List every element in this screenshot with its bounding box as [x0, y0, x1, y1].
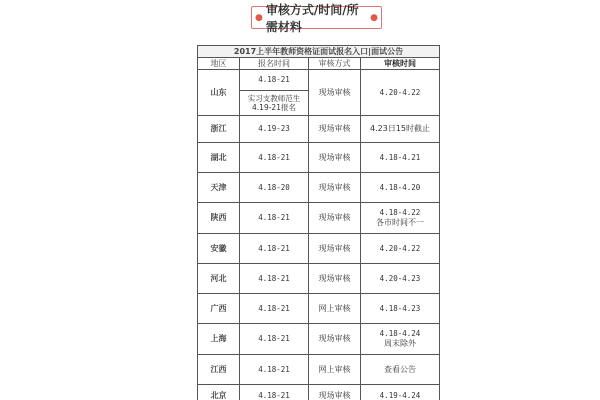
- region-cell: 浙江: [198, 116, 240, 143]
- review-time-cell: 4.19-4.24: [361, 385, 440, 400]
- region-cell: 陕西: [198, 203, 240, 234]
- table-row: [198, 70, 440, 91]
- review-method-cell: 现场审核: [309, 70, 361, 116]
- table-row: [198, 116, 440, 143]
- region-cell: 安徽: [198, 234, 240, 264]
- schedule-table: [197, 45, 440, 400]
- review-time-cell: [361, 324, 440, 355]
- review-time-cell: 4.18-4.21: [361, 143, 440, 173]
- table-row: [198, 203, 440, 234]
- review-time-cell: 查看公告: [361, 355, 440, 385]
- review-method-cell: 网上审核: [309, 294, 361, 324]
- region-cell: 天津: [198, 173, 240, 203]
- header-review-time: 审核时间: [361, 58, 440, 70]
- signup-date-cell: 4.18-21: [240, 143, 309, 173]
- review-time-cell: 4.20-4.23: [361, 264, 440, 294]
- region-cell: 山东: [198, 70, 240, 116]
- section-heading: [251, 2, 382, 34]
- table-row: [198, 324, 440, 355]
- review-method-cell: 现场审核: [309, 203, 361, 234]
- bullet-dot-icon: ●: [370, 12, 378, 23]
- header-region: 地区: [198, 58, 240, 70]
- table-row: [198, 355, 440, 385]
- table-header-row: [198, 58, 440, 70]
- region-cell: 上海: [198, 324, 240, 355]
- review-method-cell: 现场审核: [309, 116, 361, 143]
- review-time-cell: [361, 203, 440, 234]
- signup-date-cell: 4.18-21: [240, 234, 309, 264]
- signup-date-cell: 4.19-23: [240, 116, 309, 143]
- review-time-line: 4.18-4.22: [379, 208, 421, 217]
- review-method-cell: 网上审核: [309, 355, 361, 385]
- table-row: [198, 234, 440, 264]
- region-cell: 江西: [198, 355, 240, 385]
- review-time-cell: 4.18-4.20: [361, 173, 440, 203]
- review-time-line: 4.18-4.24: [379, 329, 421, 338]
- signup-date-cell: 4.18-21: [240, 70, 309, 91]
- table-row: [198, 264, 440, 294]
- table-title[interactable]: 2017上半年教师资格证面试报名入口|面试公告: [198, 46, 440, 58]
- signup-date-cell: 4.18-21: [240, 355, 309, 385]
- review-time-cell: 4.20-4.22: [361, 70, 440, 116]
- signup-date-cell: 4.18-21: [240, 264, 309, 294]
- region-cell: 北京: [198, 385, 240, 400]
- signup-date-cell: 4.18-21: [240, 324, 309, 355]
- table-row: [198, 294, 440, 324]
- review-time-cell: 4.18-4.23: [361, 294, 440, 324]
- signup-date-cell: 4.18-20: [240, 173, 309, 203]
- review-method-cell: 现场审核: [309, 264, 361, 294]
- review-time-cell: 4.20-4.22: [361, 234, 440, 264]
- review-method-cell: 现场审核: [309, 173, 361, 203]
- table-row: [198, 385, 440, 400]
- review-time-note: 各市时间不一: [376, 218, 424, 227]
- signup-note-cell: 实习支教师范生 4.19-21报名: [240, 91, 309, 116]
- review-method-cell: 现场审核: [309, 324, 361, 355]
- schedule-table-wrapper: [197, 45, 439, 400]
- region-cell: 河北: [198, 264, 240, 294]
- signup-date-cell: 4.18-21: [240, 294, 309, 324]
- table-title-row: [198, 46, 440, 58]
- region-cell: 广西: [198, 294, 240, 324]
- section-heading-text: 审核方式/时间/所需材料: [265, 2, 359, 34]
- review-time-cell: 4.23日15时截止: [361, 116, 440, 143]
- table-row: [198, 173, 440, 203]
- region-cell: 湖北: [198, 143, 240, 173]
- review-method-cell: 现场审核: [309, 385, 361, 400]
- bullet-dot-icon: ●: [255, 12, 263, 23]
- review-method-cell: 现场审核: [309, 143, 361, 173]
- header-review-method: 审核方式: [309, 58, 361, 70]
- review-time-note: 周末除外: [384, 339, 416, 348]
- header-signup-date: 报名时间: [240, 58, 309, 70]
- review-method-cell: 现场审核: [309, 234, 361, 264]
- signup-date-cell: 4.18-21: [240, 385, 309, 400]
- signup-date-cell: 4.18-21: [240, 203, 309, 234]
- table-row: [198, 143, 440, 173]
